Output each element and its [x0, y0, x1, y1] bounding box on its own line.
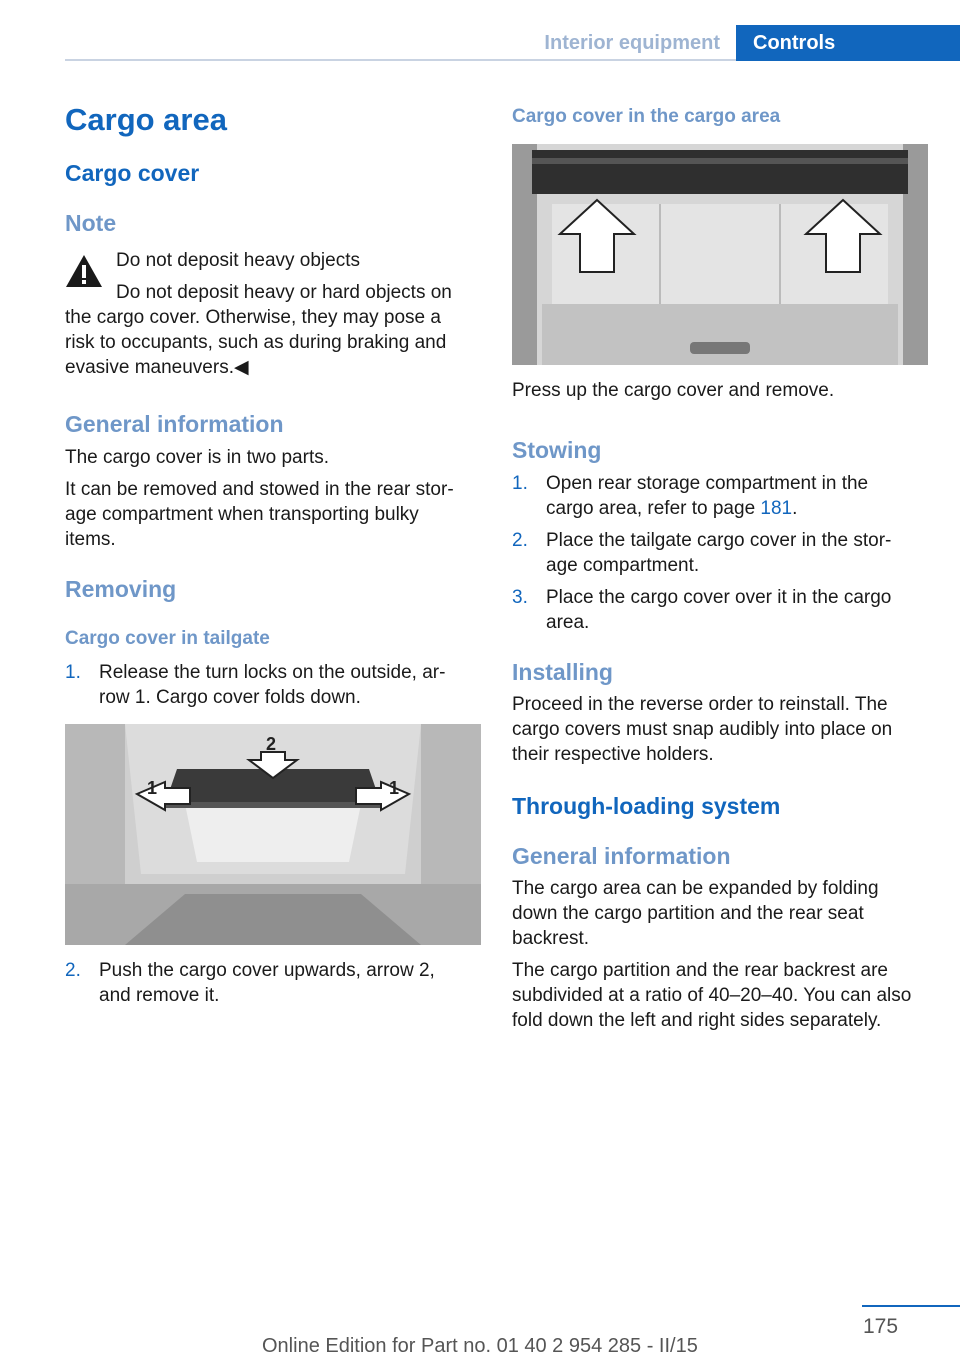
cargo-area-cover-heading: Cargo cover in the cargo area — [512, 106, 781, 127]
paragraph: The cargo cover is in two parts. — [65, 447, 329, 468]
general-info-heading: General information — [65, 411, 284, 437]
page-number: 175 — [863, 1315, 899, 1338]
paragraph-line: It can be removed and stowed in the rear stor‐ — [65, 479, 454, 500]
step-text-segment: . — [792, 498, 798, 519]
page-header — [65, 25, 960, 61]
paragraph-line: Proceed in the reverse order to reinstall. The — [512, 694, 888, 715]
step-text-line: Place the tailgate cargo cover in the stor‐ — [546, 530, 892, 551]
paragraph-line: The cargo area can be expanded by folding — [512, 878, 879, 899]
page-title: Cargo area — [65, 102, 227, 137]
step-number: 1. — [512, 473, 528, 494]
paragraph-line: subdivided at a ratio of 40–20–40. You can also — [512, 985, 912, 1006]
step-text-line: and remove it. — [99, 985, 220, 1006]
step-number: 1. — [65, 662, 81, 683]
paragraph-line: The cargo partition and the rear backrest are — [512, 960, 888, 981]
stowing-heading: Stowing — [512, 437, 602, 463]
paragraph-line: their respective holders. — [512, 744, 714, 765]
through-loading-heading: Through-loading system — [512, 793, 781, 819]
header-section-title[interactable]: Interior equipment — [544, 32, 720, 54]
general-info-heading: General information — [512, 843, 731, 869]
step-number: 2. — [512, 530, 528, 551]
installing-heading: Installing — [512, 659, 613, 685]
page-reference-link[interactable]: 181 — [760, 498, 793, 519]
step-text-line: Open rear storage compartment in the — [546, 473, 869, 494]
step-text-line: Place the cargo cover over it in the cargo — [546, 587, 892, 608]
section-heading-cargo-cover: Cargo cover — [65, 160, 200, 186]
step-number: 2. — [65, 960, 81, 981]
paragraph-line: age compartment when transporting bulky — [65, 504, 419, 525]
figure-label-arrow-1: 1 — [389, 778, 400, 798]
step-text-line: area. — [546, 612, 590, 633]
step-text-line: age compartment. — [546, 555, 700, 576]
warning-text-line: the cargo cover. Otherwise, they may pose a — [65, 307, 441, 328]
step-number: 3. — [512, 587, 528, 608]
step-text-segment: cargo area, refer to page — [546, 498, 761, 519]
cargo-area-cover-figure — [512, 144, 928, 365]
footer-rule — [862, 1305, 960, 1307]
header-chapter-tab[interactable]: Controls — [736, 25, 960, 61]
warning-text-line: Do not deposit heavy or hard objects on — [116, 282, 452, 303]
step-text-line — [546, 496, 797, 521]
paragraph-line: cargo covers must snap audibly into place on — [512, 719, 893, 740]
warning-text-line: evasive maneuvers.◀ — [65, 357, 249, 378]
step-text-line: Release the turn locks on the outside, ar‐ — [99, 662, 446, 683]
tailgate-cargo-cover-figure — [65, 724, 481, 945]
tailgate-heading: Cargo cover in tailgate — [65, 628, 270, 649]
paragraph-line: down the cargo partition and the rear seat — [512, 903, 864, 924]
removing-heading: Removing — [65, 576, 177, 602]
figure-label-arrow-2: 2 — [266, 734, 277, 754]
paragraph-line: backrest. — [512, 928, 590, 949]
warning-title: Do not deposit heavy objects — [116, 250, 360, 271]
figure-label-arrow-1: 1 — [147, 778, 158, 798]
warning-text-line: risk to occupants, such as during braking and — [65, 332, 447, 353]
paragraph-line: items. — [65, 529, 116, 550]
warning-icon — [64, 253, 104, 289]
step-text-line: Push the cargo cover upwards, arrow 2, — [99, 960, 435, 981]
edition-footer: Online Edition for Part no. 01 40 2 954 285 - II/15 — [262, 1335, 698, 1357]
paragraph-line: fold down the left and right sides separately. — [512, 1010, 882, 1031]
step-text-line: row 1. Cargo cover folds down. — [99, 687, 361, 708]
note-heading: Note — [65, 210, 117, 236]
paragraph: Press up the cargo cover and remove. — [512, 380, 835, 401]
